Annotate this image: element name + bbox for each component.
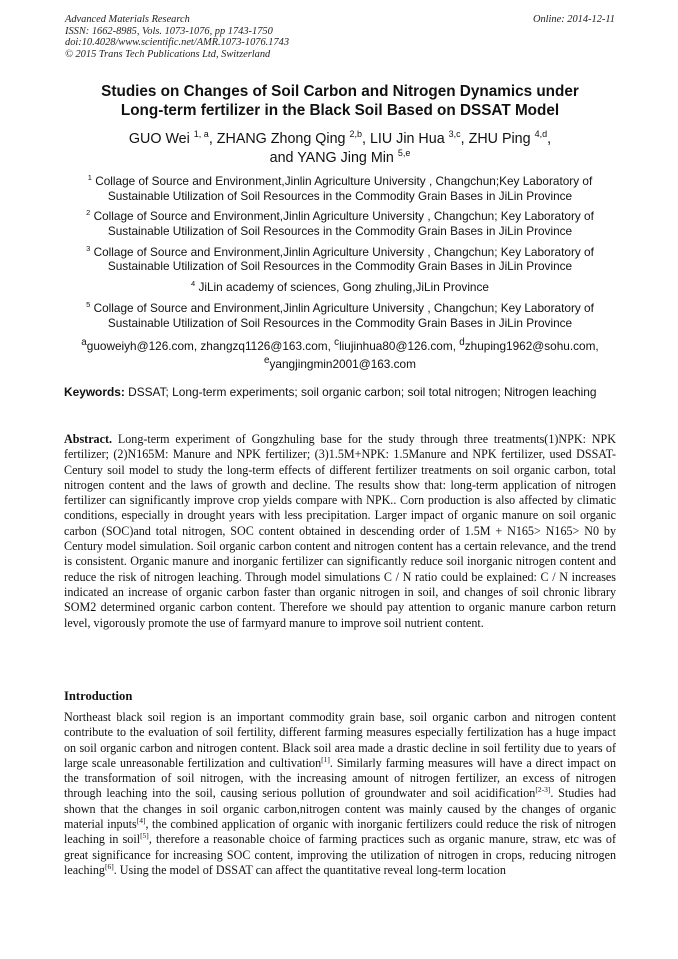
affiliation-item [64, 174, 616, 203]
author-separator: , [208, 131, 217, 147]
intro-text: . Studies had shown that the changes in soil organic carbon,nitrogen content was mainly caused by the changes of organic material inputs [64, 786, 616, 832]
keywords-label: Keywords: [64, 385, 125, 399]
author-marker: 3,c [448, 129, 461, 140]
affiliation-text: Collage of Source and Environment,Jinlin Agriculture University , Changchun; Key Laboratory of Sustainable Utilization of Soil Resources in the Commodity Grain Bases in JiLin Province [93, 244, 594, 274]
author-name: GUO Wei [128, 131, 190, 147]
author-separator: , [460, 131, 469, 147]
author-name: and YANG Jing Min [269, 149, 394, 166]
journal-header [65, 14, 615, 60]
email-c: liujinhua80@126.com, [339, 339, 456, 354]
issn-line: ISSN: 1662-8985, Vols. 1073-1076, pp 1743-1750 [65, 25, 273, 37]
author-separator: , [362, 131, 370, 147]
citation: [2-3] [535, 785, 551, 795]
journal-name: Advanced Materials Research [65, 14, 190, 25]
affiliation-item [64, 280, 616, 295]
author-name: ZHANG Zhong Qing [216, 131, 346, 147]
introduction-heading: Introduction [64, 689, 133, 703]
introduction-body [64, 710, 616, 878]
abstract-text: Long-term experiment of Gongzhuling base for the study through three treatments(1)NPK: NPK fertilizer; (2)N165M: Manure and NPK fertilizer; (3)1.5M+NPK: 1.5Manure and NPK fertilizer, used DSSAT-Century soil model to study the long-term effects of different fertilizer treatments on soil organic carbon, total nitrogen content and the laws of growth and decline. The results show that: long-term application of nitrogen fertilizer can significantly improve crop yields compare with NPK.. Corn production is also affected by climatic conditions, especially in drought years with less precipitation. Larger impact of organic manure on soil organic carbon (SOC)and total nitrogen, SOC content obtained in descending order of 1.5M + N165> N165> N0 by Century model simulation. Soil organic carbon content and nitrogen content has a certain relevance, and the trend is consistent. Organic manure and inorganic fertilizer can significantly reduce soil inorganic nitrogen content and reduce the risk of nitrogen leaching. Through model simulations C / N ratio could be explained: C / N increases indicated an increase of organic carbon faster than organic nitrogen in soil, and changes of soil chronic library SOM2 determined organic carbon content. Therefore we should pay attention to organic manure carbon return level, vigorously promote the use of farmyard manure to improve soil nutrient content. [64, 432, 616, 630]
author-name: LIU Jin Hua [369, 131, 445, 147]
keywords [64, 385, 616, 400]
keywords-text: DSSAT; Long-term experiments; soil organic carbon; soil total nitrogen; Nitrogen leaching [128, 385, 597, 399]
affiliation-number: 3 [86, 243, 91, 253]
author-emails: $^a$guoweiyh@126.com, zhangzq1126@163.com, $^c$liujinhua80@126.com, $^d$zhuping1962@sohu.com, $^e$yangjingmin2001@163.com [81, 337, 599, 371]
intro-text: . Similarly farming measures will have a direct impact on the transformation of soil nitrogen, with the increasing amount of nitrogen fertilizer, an excess of nitrogen through leaching into the soil, causing serious pollution of groundwater and soil acidification [64, 755, 617, 801]
affiliation-text: JiLin academy of sciences, Gong zhuling,JiLin Province [198, 280, 489, 295]
title-line-2: Long-term fertilizer in the Black Soil Based on DSSAT Model [120, 101, 560, 119]
affiliation-number: 5 [86, 299, 91, 309]
affiliation-text: Collage of Source and Environment,Jinlin Agriculture University , Changchun; Key Laboratory of Sustainable Utilization of Soil Resources in the Commodity Grain Bases in JiLin Province [93, 209, 594, 238]
affiliation-item [64, 209, 616, 238]
doi-line: doi:10.4028/www.scientific.net/AMR.1073-1076.1743 [65, 37, 290, 49]
author-marker: 1, a [193, 129, 209, 140]
intro-text: , therefore a reasonable choice of farming practices such as organic manure, straw, etc was of great significance for increasing SOC content, improving the utilization of nitrogen in crops, reducing nitrogen leaching [64, 832, 616, 877]
citation: [1] [321, 754, 330, 764]
abstract-label: Abstract. [64, 432, 113, 446]
email-a: guoweiyh@126.com, [86, 339, 198, 354]
affiliation-text: Collage of Source and Environment,Jinlin Agriculture University , Changchun; Key Laboratory of Sustainable Utilization of Soil Resources in the Commodity Grain Bases in JiLin Province [93, 300, 594, 330]
email-b: zhangzq1126@163.com, [200, 339, 331, 354]
affiliation-item [64, 301, 616, 330]
author-marker: 5,e [397, 148, 411, 159]
affiliations [64, 174, 616, 371]
author-marker: 2,b [349, 129, 362, 140]
intro-text: . Using the model of DSSAT can affect the quantitative reveal long-term location [113, 862, 506, 877]
author-separator: , [547, 131, 552, 147]
citation: [5] [140, 831, 149, 841]
author-marker: 4,d [534, 129, 548, 140]
intro-text: Northeast black soil region is an important commodity grain base, soil organic carbon and nitrogen content contribute to the evaluation of soil fertility, different farming measures especially fertilization has a huge impact on soil organic carbon and nitrogen content. Black soil area made a drastic decline in soil fertility due to years of large scale unreasonable fertilization and cultivation [64, 710, 616, 770]
paper-title [60, 83, 620, 120]
intro-text: , the combined application of organic with inorganic fertilizers could reduce the risk of nitrogen leaching in soil [64, 817, 616, 847]
affiliation-number: 4 [191, 279, 196, 289]
title-line-1: Studies on Changes of Soil Carbon and Nitrogen Dynamics under [101, 83, 579, 100]
affiliation-text: Collage of Source and Environment,Jinlin Agriculture University , Changchun;Key Laboratory of Sustainable Utilization of Soil Resources in the Commodity Grain Bases in JiLin Province [95, 174, 593, 203]
author-name: ZHU Ping [468, 131, 531, 147]
author-list [60, 130, 620, 168]
copyright-line: © 2015 Trans Tech Publications Ltd, Switzerland [65, 48, 271, 60]
abstract [64, 432, 616, 631]
citation: [6] [104, 861, 114, 871]
email-e: yangjingmin2001@163.com [269, 356, 416, 371]
affiliation-item [64, 245, 616, 274]
online-date: Online: 2014-12-11 [532, 14, 615, 25]
affiliation-number: 1 [87, 173, 92, 183]
affiliation-number: 2 [86, 208, 91, 218]
citation: [4] [136, 816, 146, 826]
email-d: zhuping1962@sohu.com, [464, 339, 599, 354]
